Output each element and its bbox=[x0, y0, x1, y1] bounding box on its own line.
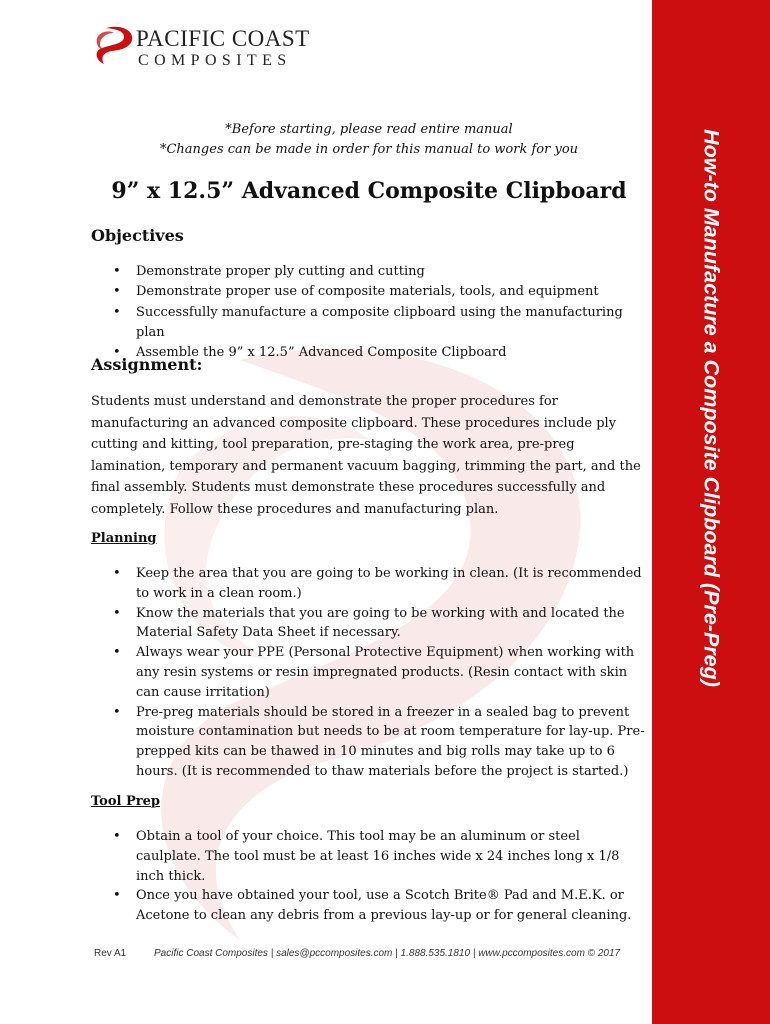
page-footer bbox=[0, 948, 650, 968]
tool-prep-list bbox=[91, 827, 647, 926]
list-item: • Assemble the 9” x 12.5” Advanced Composite Clipboard bbox=[91, 343, 647, 363]
assignment-heading: Assignment: bbox=[91, 355, 203, 374]
list-item: • Successfully manufacture a composite clipboard using the manufacturing plan bbox=[91, 303, 647, 344]
list-item: • Obtain a tool of your choice. This tool may be an aluminum or steel caulplate. The tool must be at least 16 inches wide x 24 inches long x 1/8 inch thick. bbox=[91, 827, 647, 886]
wave-logo-icon bbox=[92, 24, 136, 70]
list-item: • Keep the area that you are going to be working in clean. (It is recommended to work in a clean room.) bbox=[91, 564, 647, 604]
list-item: • Pre-preg materials should be stored in a freezer in a sealed bag to prevent moisture contamination but needs to be at room temperature for lay-up. Pre-prepped kits can be thawed in 10 minutes and big rolls may take up to 6 hours. (It is recommended to thaw materials before the project is started.) bbox=[91, 703, 647, 782]
sidebar-banner bbox=[652, 0, 770, 1024]
planning-heading: Planning bbox=[91, 531, 157, 546]
note-changes: *Changes can be made in order for this manual to work for you bbox=[159, 142, 579, 157]
list-item: • Always wear your PPE (Personal Protective Equipment) when working with any resin systems or resin impregnated products. (Resin contact with skin can cause irritation) bbox=[91, 643, 647, 702]
list-item: • Demonstrate proper use of composite materials, tools, and equipment bbox=[91, 282, 647, 302]
planning-list bbox=[91, 564, 647, 782]
objectives-list bbox=[91, 262, 647, 363]
revision-label: Rev A1 bbox=[94, 948, 127, 959]
document-title: 9” x 12.5” Advanced Composite Clipboard bbox=[111, 178, 627, 204]
tool-prep-heading: Tool Prep bbox=[91, 794, 160, 809]
list-item: • Demonstrate proper ply cutting and cutting bbox=[91, 262, 647, 282]
list-item: • Once you have obtained your tool, use a Scotch Brite® Pad and M.E.K. or Acetone to clean any debris from a previous lay-up or for general cleaning. bbox=[91, 886, 647, 926]
note-read-manual: *Before starting, please read entire manual bbox=[225, 122, 513, 137]
company-logo bbox=[92, 24, 310, 74]
sidebar-title: How-to Manufacture a Composite Clipboard (Pre-Preg) bbox=[699, 129, 724, 687]
footer-contact: Pacific Coast Composites | sales@pccomposites.com | 1.888.535.1810 | www.pccomposites.com © 2017 bbox=[154, 948, 621, 959]
logo-text-line2: COMPOSITES bbox=[138, 52, 292, 69]
logo-text-line1: PACIFIC COAST bbox=[136, 26, 310, 51]
list-item: • Know the materials that you are going to be working with and located the Material Safety Data Sheet if necessary. bbox=[91, 604, 647, 644]
assignment-text: Students must understand and demonstrate the proper procedures for manufacturing an advanced composite clipboard. These procedures include ply cutting and kitting, tool preparation, pre-staging the work area, pre-preg lamination, temporary and permanent vacuum bagging, trimming the part, and the final assembly. Students must demonstrate these procedures successfully and completely. Follow these procedures and manufacturing plan. bbox=[91, 394, 641, 517]
objectives-heading: Objectives bbox=[91, 226, 184, 245]
